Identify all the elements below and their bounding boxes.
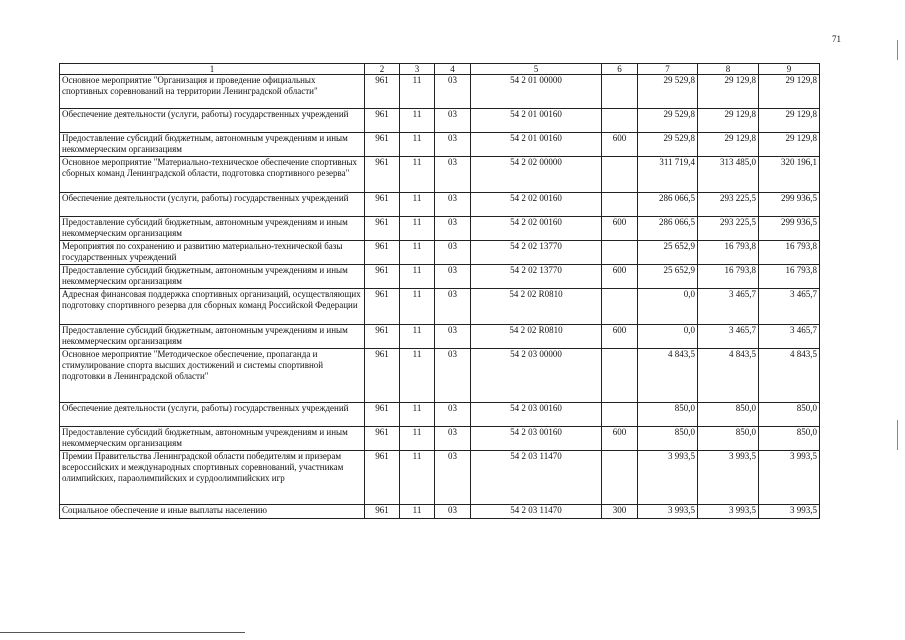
table-row (60, 217, 820, 241)
cell-section: 11 (400, 265, 435, 289)
cell-subsection: 03 (435, 403, 471, 427)
cell-expense-type: 600 (602, 427, 638, 451)
cell-ministry: 961 (365, 289, 400, 325)
cell-amount-col9: 299 936,5 (759, 217, 820, 241)
cell-amount-col7: 25 652,9 (638, 241, 698, 265)
header-col-1: 1 (60, 64, 365, 75)
cell-amount-col8: 313 485,0 (698, 157, 759, 193)
cell-subsection: 03 (435, 241, 471, 265)
cell-expense-type (602, 241, 638, 265)
header-col-7: 7 (638, 64, 698, 75)
row-name: Обеспечение деятельности (услуги, работы) государственных учреждений (60, 193, 365, 217)
row-name: Предоставление субсидий бюджетным, автономным учреждениям и иным некоммерческим организациям (60, 133, 365, 157)
cell-section: 11 (400, 403, 435, 427)
cell-ministry: 961 (365, 325, 400, 349)
cell-section: 11 (400, 109, 435, 133)
cell-amount-col9: 850,0 (759, 427, 820, 451)
header-col-9: 9 (759, 64, 820, 75)
budget-table (59, 63, 820, 519)
cell-amount-col8: 850,0 (698, 427, 759, 451)
cell-section: 11 (400, 427, 435, 451)
scan-edge-line (0, 632, 245, 633)
header-row (60, 64, 820, 75)
cell-expense-type (602, 75, 638, 109)
cell-amount-col7: 286 066,5 (638, 217, 698, 241)
row-name: Премии Правительства Ленинградской области победителям и призерам всероссийских и международных спортивных соревнований, участникам олимпийских, параолимпийских и сурдоолимпийских игр (60, 451, 365, 505)
row-name: Основное мероприятие "Материально-техническое обеспечение спортивных сборных команд Ленинградской области, подготовка спортивного резерва" (60, 157, 365, 193)
header-col-6: 6 (602, 64, 638, 75)
cell-section: 11 (400, 75, 435, 109)
cell-section: 11 (400, 325, 435, 349)
cell-ministry: 961 (365, 349, 400, 403)
cell-target-article: 54 2 02 00000 (471, 157, 602, 193)
cell-target-article: 54 2 02 00160 (471, 193, 602, 217)
cell-amount-col9: 29 129,8 (759, 109, 820, 133)
cell-ministry: 961 (365, 193, 400, 217)
row-name: Адресная финансовая поддержка спортивных организаций, осуществляющих подготовку спортивного резерва для сборных команд Российской Федерации (60, 289, 365, 325)
cell-amount-col9: 3 465,7 (759, 325, 820, 349)
cell-amount-col9: 16 793,8 (759, 241, 820, 265)
row-name: Предоставление субсидий бюджетным, автономным учреждениям и иным некоммерческим организациям (60, 427, 365, 451)
cell-section: 11 (400, 349, 435, 403)
cell-subsection: 03 (435, 427, 471, 451)
cell-ministry: 961 (365, 265, 400, 289)
row-name: Предоставление субсидий бюджетным, автономным учреждениям и иным некоммерческим организациям (60, 265, 365, 289)
cell-ministry: 961 (365, 241, 400, 265)
table-row (60, 325, 820, 349)
table-row (60, 241, 820, 265)
table-row (60, 75, 820, 109)
cell-amount-col7: 0,0 (638, 289, 698, 325)
row-name: Обеспечение деятельности (услуги, работы) государственных учреждений (60, 403, 365, 427)
row-name: Основное мероприятие "Методическое обеспечение, пропаганда и стимулирование спорта высших достижений и системы спортивной подготовки в Ленинградской области" (60, 349, 365, 403)
cell-subsection: 03 (435, 349, 471, 403)
table-row (60, 349, 820, 403)
cell-subsection: 03 (435, 217, 471, 241)
cell-section: 11 (400, 241, 435, 265)
cell-amount-col9: 299 936,5 (759, 193, 820, 217)
table-row (60, 193, 820, 217)
cell-ministry: 961 (365, 133, 400, 157)
cell-amount-col8: 3 993,5 (698, 505, 759, 519)
table-row (60, 109, 820, 133)
cell-expense-type: 600 (602, 217, 638, 241)
table-row (60, 133, 820, 157)
cell-subsection: 03 (435, 505, 471, 519)
cell-amount-col9: 850,0 (759, 403, 820, 427)
cell-amount-col8: 16 793,8 (698, 241, 759, 265)
cell-target-article: 54 2 02 R0810 (471, 289, 602, 325)
cell-amount-col8: 4 843,5 (698, 349, 759, 403)
cell-expense-type (602, 109, 638, 133)
cell-amount-col7: 311 719,4 (638, 157, 698, 193)
cell-amount-col7: 29 529,8 (638, 133, 698, 157)
cell-expense-type: 300 (602, 505, 638, 519)
cell-section: 11 (400, 193, 435, 217)
cell-amount-col8: 850,0 (698, 403, 759, 427)
cell-amount-col7: 286 066,5 (638, 193, 698, 217)
cell-ministry: 961 (365, 451, 400, 505)
scan-edge-mark (897, 420, 898, 450)
cell-amount-col8: 3 465,7 (698, 325, 759, 349)
cell-amount-col7: 3 993,5 (638, 451, 698, 505)
table-row (60, 427, 820, 451)
cell-ministry: 961 (365, 427, 400, 451)
cell-section: 11 (400, 157, 435, 193)
cell-subsection: 03 (435, 109, 471, 133)
cell-ministry: 961 (365, 403, 400, 427)
cell-target-article: 54 2 01 00160 (471, 133, 602, 157)
header-col-3: 3 (400, 64, 435, 75)
cell-subsection: 03 (435, 157, 471, 193)
cell-target-article: 54 2 03 00000 (471, 349, 602, 403)
cell-ministry: 961 (365, 217, 400, 241)
row-name: Социальное обеспечение и иные выплаты населению (60, 505, 365, 519)
cell-amount-col8: 3 993,5 (698, 451, 759, 505)
cell-expense-type: 600 (602, 265, 638, 289)
cell-section: 11 (400, 217, 435, 241)
row-name: Обеспечение деятельности (услуги, работы) государственных учреждений (60, 109, 365, 133)
table-row (60, 505, 820, 519)
row-name: Основное мероприятие "Организация и проведение официальных спортивных соревнований на территории Ленинградской области" (60, 75, 365, 109)
header-col-4: 4 (435, 64, 471, 75)
cell-amount-col7: 29 529,8 (638, 75, 698, 109)
cell-ministry: 961 (365, 109, 400, 133)
cell-ministry: 961 (365, 157, 400, 193)
cell-ministry: 961 (365, 505, 400, 519)
cell-amount-col7: 4 843,5 (638, 349, 698, 403)
table-row (60, 265, 820, 289)
cell-subsection: 03 (435, 265, 471, 289)
cell-target-article: 54 2 03 00160 (471, 403, 602, 427)
cell-amount-col8: 3 465,7 (698, 289, 759, 325)
cell-amount-col7: 850,0 (638, 403, 698, 427)
cell-amount-col9: 3 465,7 (759, 289, 820, 325)
header-col-2: 2 (365, 64, 400, 75)
cell-section: 11 (400, 289, 435, 325)
cell-amount-col8: 293 225,5 (698, 193, 759, 217)
cell-target-article: 54 2 01 00160 (471, 109, 602, 133)
cell-target-article: 54 2 03 00160 (471, 427, 602, 451)
cell-expense-type (602, 157, 638, 193)
cell-amount-col7: 3 993,5 (638, 505, 698, 519)
cell-amount-col7: 850,0 (638, 427, 698, 451)
cell-amount-col9: 16 793,8 (759, 265, 820, 289)
header-col-8: 8 (698, 64, 759, 75)
cell-expense-type (602, 451, 638, 505)
cell-subsection: 03 (435, 451, 471, 505)
row-name: Предоставление субсидий бюджетным, автономным учреждениям и иным некоммерческим организациям (60, 217, 365, 241)
cell-subsection: 03 (435, 325, 471, 349)
cell-expense-type (602, 403, 638, 427)
cell-amount-col7: 0,0 (638, 325, 698, 349)
cell-subsection: 03 (435, 133, 471, 157)
cell-amount-col7: 25 652,9 (638, 265, 698, 289)
cell-target-article: 54 2 02 13770 (471, 265, 602, 289)
cell-amount-col8: 29 129,8 (698, 109, 759, 133)
cell-amount-col9: 29 129,8 (759, 133, 820, 157)
cell-target-article: 54 2 02 00160 (471, 217, 602, 241)
cell-target-article: 54 2 02 13770 (471, 241, 602, 265)
cell-subsection: 03 (435, 289, 471, 325)
cell-expense-type (602, 289, 638, 325)
cell-expense-type: 600 (602, 133, 638, 157)
cell-amount-col9: 320 196,1 (759, 157, 820, 193)
cell-target-article: 54 2 03 11470 (471, 451, 602, 505)
cell-amount-col9: 3 993,5 (759, 505, 820, 519)
cell-amount-col8: 293 225,5 (698, 217, 759, 241)
cell-amount-col7: 29 529,8 (638, 109, 698, 133)
cell-expense-type (602, 349, 638, 403)
cell-target-article: 54 2 02 R0810 (471, 325, 602, 349)
cell-expense-type (602, 193, 638, 217)
table-row (60, 157, 820, 193)
cell-section: 11 (400, 505, 435, 519)
cell-section: 11 (400, 451, 435, 505)
cell-subsection: 03 (435, 193, 471, 217)
row-name: Предоставление субсидий бюджетным, автономным учреждениям и иным некоммерческим организациям (60, 325, 365, 349)
cell-expense-type: 600 (602, 325, 638, 349)
table-row (60, 403, 820, 427)
scan-edge-mark (897, 40, 898, 60)
cell-amount-col9: 29 129,8 (759, 75, 820, 109)
cell-amount-col8: 29 129,8 (698, 75, 759, 109)
cell-ministry: 961 (365, 75, 400, 109)
cell-subsection: 03 (435, 75, 471, 109)
table-row (60, 451, 820, 505)
table-row (60, 289, 820, 325)
cell-amount-col9: 3 993,5 (759, 451, 820, 505)
cell-amount-col9: 4 843,5 (759, 349, 820, 403)
cell-amount-col8: 16 793,8 (698, 265, 759, 289)
cell-section: 11 (400, 133, 435, 157)
cell-target-article: 54 2 03 11470 (471, 505, 602, 519)
header-col-5: 5 (471, 64, 602, 75)
page-number: 71 (832, 34, 841, 44)
row-name: Мероприятия по сохранению и развитию материально-технической базы государственных учреждений (60, 241, 365, 265)
cell-amount-col8: 29 129,8 (698, 133, 759, 157)
cell-target-article: 54 2 01 00000 (471, 75, 602, 109)
